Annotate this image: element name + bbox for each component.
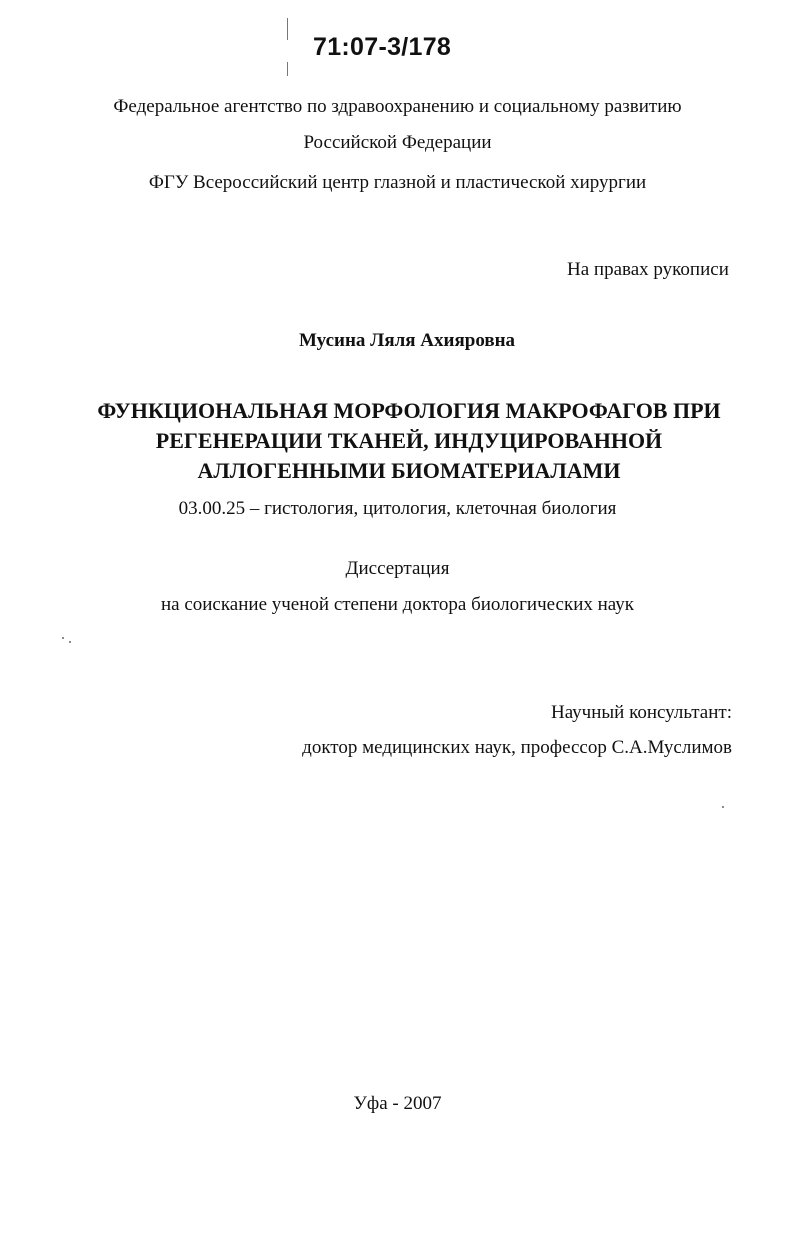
scan-mark xyxy=(287,62,288,76)
scan-speck xyxy=(722,806,724,808)
agency-line-1: Федеральное агентство по здравоохранению и социальному развитию xyxy=(113,96,682,117)
dissertation-title xyxy=(0,396,795,486)
place-year: Уфа - 2007 xyxy=(353,1093,442,1114)
title-line-3: АЛЛОГЕННЫМИ БИОМАТЕРИАЛАМИ xyxy=(197,458,621,483)
consultant-name: доктор медицинских наук, профессор С.А.Муслимов xyxy=(302,737,732,758)
title-line-1: ФУНКЦИОНАЛЬНАЯ МОРФОЛОГИЯ МАКРОФАГОВ ПРИ xyxy=(97,398,721,423)
institution-name: ФГУ Всероссийский центр глазной и пластической хирургии xyxy=(148,172,647,193)
specialty-code: 03.00.25 – гистология, цитология, клеточная биология xyxy=(178,498,617,519)
document-type: Диссертация xyxy=(345,558,450,579)
consultant-label: Научный консультант: xyxy=(550,702,732,723)
archive-code: 71:07-3/178 xyxy=(313,33,452,61)
title-line-2: РЕГЕНЕРАЦИИ ТКАНЕЙ, ИНДУЦИРОВАННОЙ xyxy=(155,428,663,453)
agency-line-2: Российской Федерации xyxy=(303,132,492,153)
scan-speck xyxy=(69,641,71,643)
scan-speck xyxy=(62,637,64,639)
scan-mark xyxy=(287,18,288,40)
manuscript-note: На правах рукописи xyxy=(567,259,729,280)
author-name: Мусина Ляля Ахияровна xyxy=(299,330,516,351)
degree-line: на соискание ученой степени доктора биологических наук xyxy=(160,594,635,615)
